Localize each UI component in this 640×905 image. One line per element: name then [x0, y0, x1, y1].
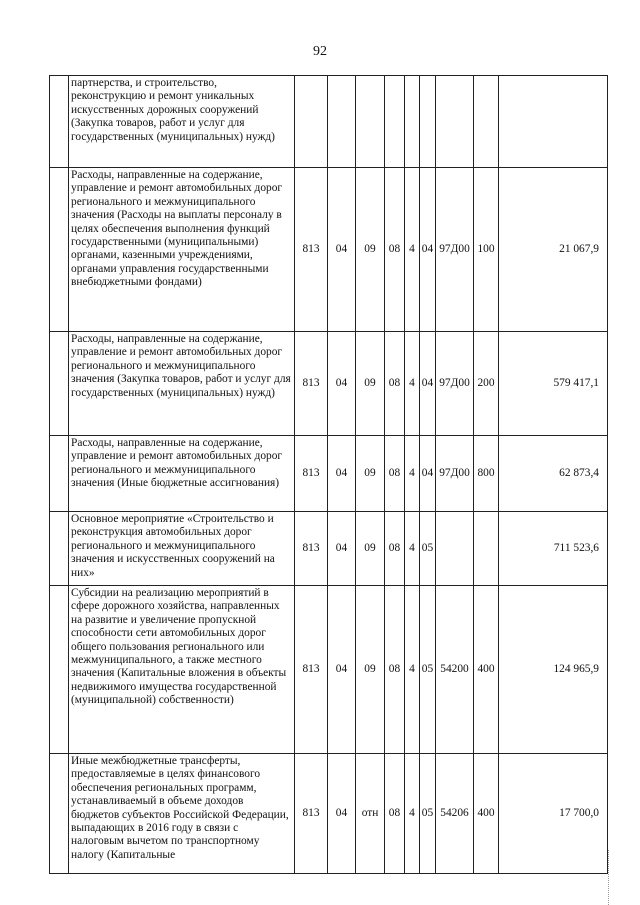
cell-subsection: 09 [356, 512, 385, 586]
cell-subprogram [405, 76, 420, 168]
cell-subprogram: 4 [405, 436, 420, 512]
cell-program: 08 [385, 586, 405, 754]
row-number-cell [50, 168, 69, 332]
cell-expense-type: 400 [474, 754, 499, 874]
table-row [50, 332, 608, 436]
cell-subprogram: 4 [405, 512, 420, 586]
row-number-cell [50, 332, 69, 436]
row-number-cell [50, 586, 69, 754]
cell-section: 04 [328, 168, 356, 332]
cell-direction: 97Д00 [436, 332, 474, 436]
table-row [50, 436, 608, 512]
table-row [50, 168, 608, 332]
table-row [50, 586, 608, 754]
cell-direction: 97Д00 [436, 436, 474, 512]
cell-ministry: 813 [295, 512, 328, 586]
cell-ministry: 813 [295, 332, 328, 436]
cell-amount: 711 523,6 [499, 512, 608, 586]
cell-amount: 17 700,0 [499, 754, 608, 874]
cell-amount: 124 965,9 [499, 586, 608, 754]
cell-section: 04 [328, 754, 356, 874]
row-description: Субсидии на реализацию мероприятий в сфере дорожного хозяйства, направленных на развитие и увеличение пропускной способности сети автомобильных дорог общего пользования регионального или межмуниципального, а также местного значения (Капитальные вложения в объекты недвижимого имущества государственной (муниципальной) собственности) [69, 586, 295, 754]
cell-amount [499, 76, 608, 168]
cell-direction: 97Д00 [436, 168, 474, 332]
cell-amount: 62 873,4 [499, 436, 608, 512]
cell-program: 08 [385, 436, 405, 512]
cell-section [328, 76, 356, 168]
cell-event: 04 [420, 332, 436, 436]
cell-subprogram: 4 [405, 754, 420, 874]
table-row [50, 754, 608, 874]
row-number-cell [50, 436, 69, 512]
cell-expense-type [474, 76, 499, 168]
cell-section: 04 [328, 586, 356, 754]
cell-section: 04 [328, 436, 356, 512]
cell-ministry: 813 [295, 436, 328, 512]
cell-subsection: 09 [356, 436, 385, 512]
row-number-cell [50, 76, 69, 168]
cell-event [420, 76, 436, 168]
cell-amount: 579 417,1 [499, 332, 608, 436]
row-number-cell [50, 754, 69, 874]
cell-expense-type: 400 [474, 586, 499, 754]
cell-subsection: отн [356, 754, 385, 874]
cell-section: 04 [328, 332, 356, 436]
row-description: Расходы, направленные на содержание, управление и ремонт автомобильных дорог регионального и межмуниципального значения (Расходы на выплаты персоналу в целях обеспечения выполнения функций государственными (муниципальными) органами, казенными учреждениями, органами управления государственными внебюджетными фондами) [69, 168, 295, 332]
cell-event: 05 [420, 586, 436, 754]
cell-direction [436, 76, 474, 168]
table-row [50, 512, 608, 586]
cell-subsection [356, 76, 385, 168]
cell-program: 08 [385, 332, 405, 436]
row-number-cell [50, 512, 69, 586]
cell-direction [436, 512, 474, 586]
cell-subsection: 09 [356, 168, 385, 332]
cell-event: 05 [420, 512, 436, 586]
cell-ministry: 813 [295, 754, 328, 874]
cell-expense-type [474, 512, 499, 586]
cell-direction: 54200 [436, 586, 474, 754]
cell-program: 08 [385, 168, 405, 332]
page-number: 92 [313, 44, 327, 59]
budget-table [49, 75, 608, 874]
cell-subprogram: 4 [405, 168, 420, 332]
cell-program [385, 76, 405, 168]
row-description: партнерства, и строительство, реконструкцию и ремонт уникальных искусственных дорожных сооружений (Закупка товаров, работ и услуг для государственных (муниципальных) нужд) [69, 76, 295, 168]
cell-program: 08 [385, 512, 405, 586]
cell-expense-type: 100 [474, 168, 499, 332]
cell-direction: 54206 [436, 754, 474, 874]
row-description: Иные межбюджетные трансферты, предоставляемые в целях финансового обеспечения региональных программ, устанавливаемый в объеме доходов бюджетов субъектов Российской Федерации, выпадающих в 2016 году в связи с налоговым вычетом по транспортному налогу (Капитальные [69, 754, 295, 874]
cell-subsection: 09 [356, 586, 385, 754]
table-row [50, 76, 608, 168]
cell-ministry: 813 [295, 586, 328, 754]
scan-artifact [608, 850, 610, 905]
cell-ministry: 813 [295, 168, 328, 332]
cell-section: 04 [328, 512, 356, 586]
cell-amount: 21 067,9 [499, 168, 608, 332]
cell-ministry [295, 76, 328, 168]
row-description: Основное мероприятие «Строительство и реконструкция автомобильных дорог регионального и межмуниципального значения и искусственных сооружений на них» [69, 512, 295, 586]
cell-subprogram: 4 [405, 332, 420, 436]
cell-event: 04 [420, 168, 436, 332]
cell-subsection: 09 [356, 332, 385, 436]
cell-event: 04 [420, 436, 436, 512]
cell-program: 08 [385, 754, 405, 874]
cell-subprogram: 4 [405, 586, 420, 754]
cell-event: 05 [420, 754, 436, 874]
row-description: Расходы, направленные на содержание, управление и ремонт автомобильных дорог регионального и межмуниципального значения (Закупка товаров, работ и услуг для государственных (муниципальных) нужд) [69, 332, 295, 436]
row-description: Расходы, направленные на содержание, управление и ремонт автомобильных дорог регионального и межмуниципального значения (Иные бюджетные ассигнования) [69, 436, 295, 512]
cell-expense-type: 200 [474, 332, 499, 436]
cell-expense-type: 800 [474, 436, 499, 512]
